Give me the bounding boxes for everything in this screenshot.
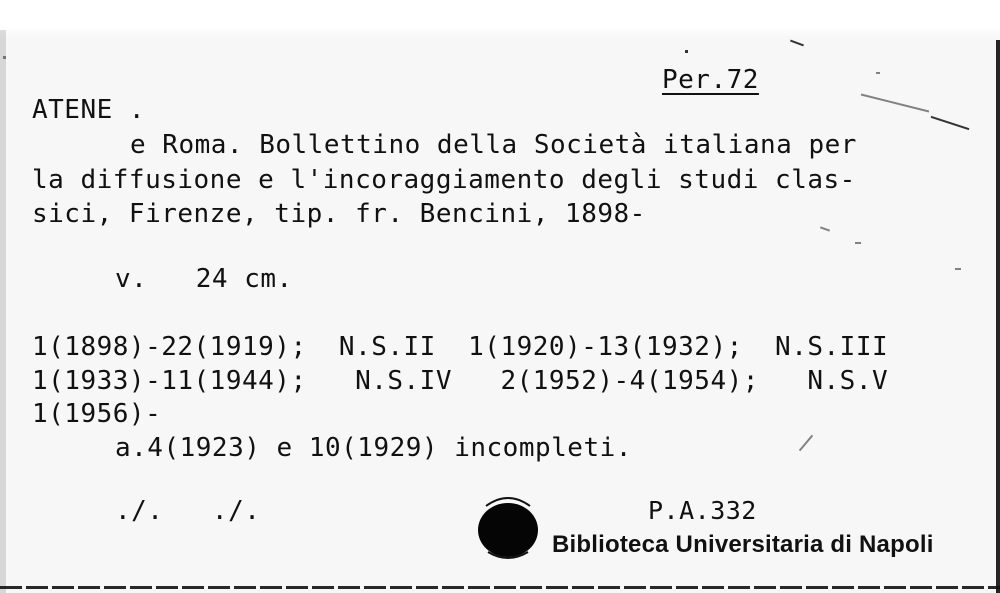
heading-entry: ATENE . xyxy=(32,95,146,125)
card-top-edge xyxy=(0,0,1000,38)
collation: v. 24 cm. xyxy=(115,264,293,294)
scan-speck xyxy=(3,56,6,59)
library-seal-icon xyxy=(476,492,540,564)
title-line-2: la diffusione e l'incoraggiamento degli studi clas- xyxy=(32,165,856,195)
continuation-marks: ./. ./. xyxy=(115,496,261,526)
scan-speck xyxy=(955,268,961,270)
scan-speck xyxy=(855,242,861,244)
card-right-edge xyxy=(996,40,1000,593)
card-bottom-rule xyxy=(0,586,1000,589)
title-line-1: e Roma. Bollettino della Società italiana per xyxy=(130,130,857,160)
card-left-edge xyxy=(0,30,6,593)
stamp-code: P.A.332 xyxy=(648,496,757,525)
holdings-line-2: 1(1933)-11(1944); N.S.IV 2(1952)-4(1954); N.S.V xyxy=(32,366,889,396)
holdings-line-1: 1(1898)-22(1919); N.S.II 1(1920)-13(1932); N.S.III xyxy=(32,332,889,362)
title-line-3: sici, Firenze, tip. fr. Bencini, 1898- xyxy=(32,199,646,229)
incomplete-note: a.4(1923) e 10(1929) incompleti. xyxy=(115,433,632,463)
call-number: Per.72 xyxy=(662,65,759,95)
scan-speck xyxy=(685,50,688,53)
holdings-line-3: 1(1956)- xyxy=(32,399,162,429)
scan-speck xyxy=(876,72,880,74)
library-name: Biblioteca Universitaria di Napoli xyxy=(552,531,934,558)
